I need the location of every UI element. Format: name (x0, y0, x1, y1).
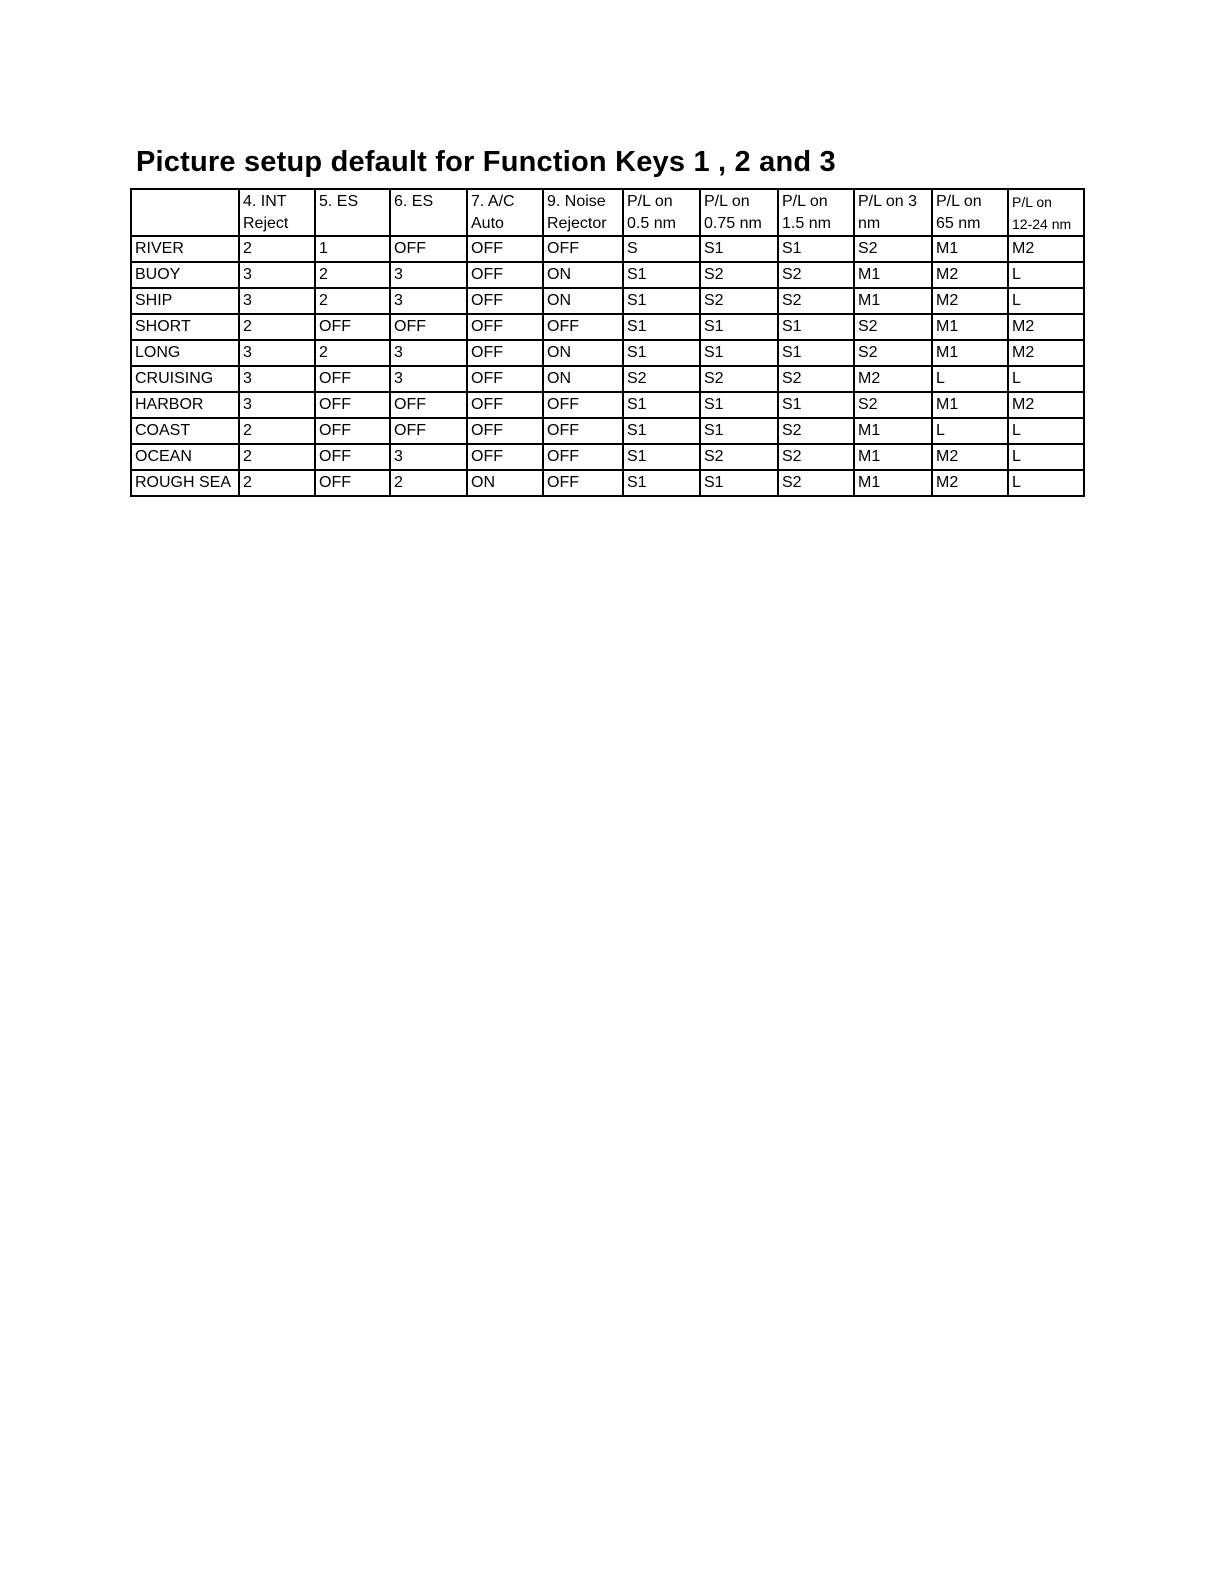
table-cell: OFF (467, 392, 543, 418)
table-cell: 2 (315, 262, 390, 288)
table-cell: S1 (700, 418, 778, 444)
table-cell: M1 (854, 262, 932, 288)
column-header: P/L on 12-24 nm (1008, 189, 1084, 236)
table-row (131, 366, 1084, 392)
table-cell: S2 (700, 444, 778, 470)
table-cell: S1 (700, 236, 778, 262)
row-label: ROUGH SEA (131, 470, 239, 496)
table-cell: M1 (932, 236, 1008, 262)
table-cell: S1 (700, 314, 778, 340)
table-cell: OFF (467, 262, 543, 288)
table-cell: OFF (543, 314, 623, 340)
table-cell: ON (543, 340, 623, 366)
table-cell: M2 (932, 470, 1008, 496)
table-cell: OFF (390, 236, 467, 262)
table-cell: OFF (543, 236, 623, 262)
table-cell: S1 (623, 444, 700, 470)
table-cell: S (623, 236, 700, 262)
table-cell: OFF (467, 236, 543, 262)
table-cell: 3 (390, 340, 467, 366)
table-cell: S1 (623, 288, 700, 314)
column-header: 9. Noise Rejector (543, 189, 623, 236)
table-cell: M1 (854, 288, 932, 314)
table-cell: OFF (315, 444, 390, 470)
column-header: 4. INT Reject (239, 189, 315, 236)
table-cell: S1 (623, 262, 700, 288)
table-cell: S1 (623, 314, 700, 340)
table-cell: OFF (467, 340, 543, 366)
table-cell: 2 (239, 444, 315, 470)
column-header: P/L on 65 nm (932, 189, 1008, 236)
table-cell: S2 (778, 366, 854, 392)
table-cell: L (1008, 444, 1084, 470)
table-cell: OFF (543, 444, 623, 470)
column-header: P/L on 3 nm (854, 189, 932, 236)
table-cell: OFF (315, 314, 390, 340)
table-cell: ON (467, 470, 543, 496)
header-row (131, 189, 1084, 236)
row-label: RIVER (131, 236, 239, 262)
table-cell: S2 (778, 418, 854, 444)
table-cell: OFF (467, 288, 543, 314)
table-cell: L (1008, 418, 1084, 444)
table-cell: OFF (315, 366, 390, 392)
table-cell: OFF (543, 392, 623, 418)
table-cell: S2 (700, 366, 778, 392)
table-cell: OFF (390, 418, 467, 444)
table-cell: 3 (390, 288, 467, 314)
table-cell: OFF (467, 418, 543, 444)
table-cell: S2 (778, 444, 854, 470)
table-cell: S1 (778, 340, 854, 366)
table-cell: OFF (315, 392, 390, 418)
table-cell: OFF (467, 314, 543, 340)
table-cell: OFF (315, 470, 390, 496)
table-cell: ON (543, 288, 623, 314)
table-cell: S1 (700, 392, 778, 418)
table-cell: M2 (932, 262, 1008, 288)
table-cell: M2 (1008, 314, 1084, 340)
table-cell: S1 (623, 418, 700, 444)
table-cell: S2 (854, 340, 932, 366)
table-cell: S2 (700, 262, 778, 288)
row-label: SHIP (131, 288, 239, 314)
table-cell: S2 (778, 470, 854, 496)
row-label: COAST (131, 418, 239, 444)
table-cell: L (1008, 470, 1084, 496)
table-cell: L (1008, 366, 1084, 392)
page-title: Picture setup default for Function Keys 1 , 2 and 3 (136, 146, 836, 178)
row-label: LONG (131, 340, 239, 366)
table-cell: OFF (315, 418, 390, 444)
column-header: P/L on 0.75 nm (700, 189, 778, 236)
table-cell: L (1008, 288, 1084, 314)
column-header: P/L on 0.5 nm (623, 189, 700, 236)
table-cell: 2 (239, 236, 315, 262)
table-cell: S2 (854, 236, 932, 262)
table-row (131, 470, 1084, 496)
table-cell: S2 (854, 314, 932, 340)
table-body (131, 236, 1084, 496)
table-cell: S2 (854, 392, 932, 418)
table-cell: S1 (778, 236, 854, 262)
table-cell: 3 (239, 288, 315, 314)
table-cell: 3 (239, 366, 315, 392)
table-cell: 2 (390, 470, 467, 496)
table-row (131, 340, 1084, 366)
table-cell: OFF (543, 470, 623, 496)
table-cell: M2 (1008, 236, 1084, 262)
table-cell: M1 (854, 444, 932, 470)
table-cell: S2 (700, 288, 778, 314)
row-label: HARBOR (131, 392, 239, 418)
table-cell: 3 (239, 262, 315, 288)
table-cell: S1 (700, 340, 778, 366)
table-cell: 2 (239, 314, 315, 340)
row-label: SHORT (131, 314, 239, 340)
table-cell: S1 (623, 340, 700, 366)
table-row (131, 444, 1084, 470)
table-cell: M2 (854, 366, 932, 392)
row-label: BUOY (131, 262, 239, 288)
table-cell: L (932, 418, 1008, 444)
table-cell: OFF (543, 418, 623, 444)
table-cell: M1 (932, 392, 1008, 418)
column-header: 6. ES (390, 189, 467, 236)
table-cell: ON (543, 366, 623, 392)
table-cell: S2 (778, 262, 854, 288)
table-row (131, 288, 1084, 314)
row-label: CRUISING (131, 366, 239, 392)
table-row (131, 262, 1084, 288)
table-cell: M1 (854, 470, 932, 496)
table-cell: OFF (390, 392, 467, 418)
table-cell: L (1008, 262, 1084, 288)
table-cell: 2 (315, 340, 390, 366)
table-cell: OFF (467, 444, 543, 470)
table-row (131, 392, 1084, 418)
table-cell: S2 (778, 288, 854, 314)
table-cell: 3 (239, 392, 315, 418)
table-cell: M1 (932, 340, 1008, 366)
column-header: 7. A/C Auto (467, 189, 543, 236)
table-cell: S1 (623, 470, 700, 496)
table-cell: L (932, 366, 1008, 392)
table-cell: OFF (467, 366, 543, 392)
table-cell: M2 (932, 288, 1008, 314)
table-cell: ON (543, 262, 623, 288)
table-cell: M2 (1008, 392, 1084, 418)
table-cell: S1 (778, 314, 854, 340)
picture-setup-table (130, 188, 1085, 497)
table-cell: 1 (315, 236, 390, 262)
table-cell: 3 (390, 262, 467, 288)
table-cell: S1 (778, 392, 854, 418)
table-cell: 3 (390, 366, 467, 392)
table-row (131, 236, 1084, 262)
table-cell: OFF (390, 314, 467, 340)
table-row (131, 418, 1084, 444)
table-cell: S1 (623, 392, 700, 418)
table-cell: M1 (932, 314, 1008, 340)
table-cell: 3 (239, 340, 315, 366)
table-cell: M2 (932, 444, 1008, 470)
table-cell: M1 (854, 418, 932, 444)
table-cell: S1 (700, 470, 778, 496)
column-header (131, 189, 239, 236)
table-cell: 2 (315, 288, 390, 314)
table-cell: 2 (239, 418, 315, 444)
column-header: P/L on 1.5 nm (778, 189, 854, 236)
table-row (131, 314, 1084, 340)
table-cell: 3 (390, 444, 467, 470)
row-label: OCEAN (131, 444, 239, 470)
table-cell: S2 (623, 366, 700, 392)
column-header: 5. ES (315, 189, 390, 236)
table-cell: 2 (239, 470, 315, 496)
table-cell: M2 (1008, 340, 1084, 366)
